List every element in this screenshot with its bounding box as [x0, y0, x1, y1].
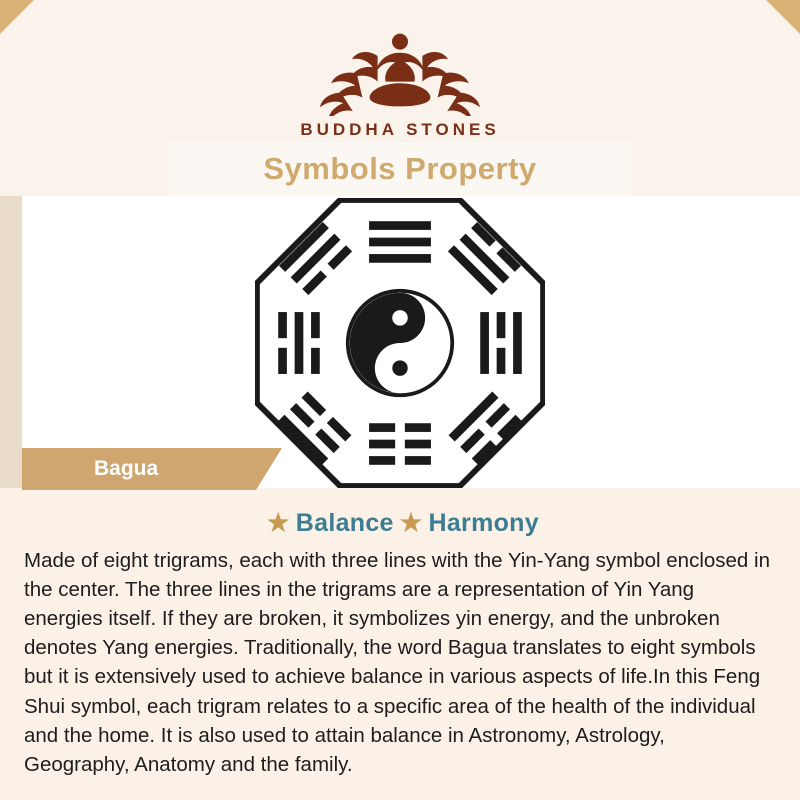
yin-yang-icon: [348, 291, 452, 395]
bagua-diagram: [255, 198, 545, 488]
brand-name: BUDDHA STONES: [300, 120, 500, 139]
tagline: [24, 508, 776, 538]
star-icon-right: ★: [399, 509, 423, 537]
star-icon-left: ★: [267, 509, 290, 537]
symbol-name: Bagua: [94, 457, 159, 480]
ribbon-tail: [256, 448, 282, 490]
title-band: [168, 142, 632, 196]
tagline-word-balance: Balance: [295, 509, 394, 537]
page-title: Symbols Property: [263, 151, 537, 186]
description-paragraph: Made of eight trigrams, each with three lines with the Yin-Yang symbol enclosed in the center. The three lines in the trigrams are a representation of Yin Yang energies itself. If they are broken, it symbolizes yin energy, and the unbroken denotes Yang energies. Traditionally, the word Bagua translates to eight symbols but it is extensively used to achieve balance in various aspects of life.In this Feng Shui symbol, each trigram relates to a specific area of the health of the individual and the home. It is also used to attain balance in Astronomy, Astrology, Geography, Anatomy and the family.: [24, 549, 770, 776]
brand-logo: [0, 24, 800, 140]
description-section: [0, 490, 800, 800]
symbol-name-ribbon: [22, 448, 256, 490]
lotus-meditation-icon: [320, 24, 480, 116]
tagline-word-harmony: Harmony: [428, 509, 539, 537]
bagua-illustration: [0, 198, 800, 488]
